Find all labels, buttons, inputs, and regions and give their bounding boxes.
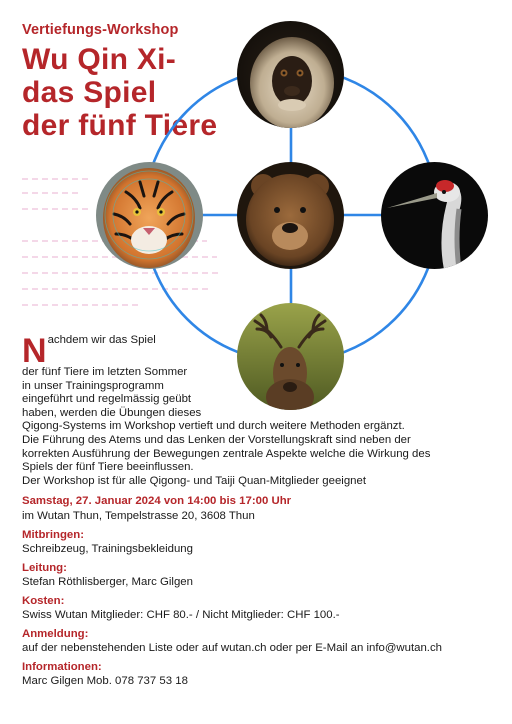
intro-line: Spiels der fünf Tiere beeinflussen.	[22, 461, 194, 474]
workshop-title	[22, 43, 217, 142]
section-text: Schreibzeug, Trainingsbekleidung	[22, 543, 193, 555]
intro-line: in unser Trainingsprogramm	[22, 379, 164, 392]
title-line: Wu Qin Xi-	[22, 43, 177, 76]
intro-line: Die Führung des Atems und das Lenken der Vorstellungskraft sind neben der	[22, 433, 411, 446]
event-date: Samstag, 27. Januar 2024 von 14:00 bis 17:00 Uhr	[22, 495, 292, 507]
intro-line: achdem wir das Spiel	[47, 334, 156, 346]
crane-photo	[381, 162, 488, 269]
intro-line: eingeführt und regelmässig geübt	[22, 393, 192, 406]
intro-line: haben, werden die Übungen dieses	[22, 406, 202, 419]
section-heading: Mitbringen:	[22, 529, 85, 541]
section-heading: Kosten:	[22, 595, 65, 607]
intro-line: Der Workshop ist für alle Qigong- und Taiji Quan-Mitglieder geeignet	[22, 474, 367, 487]
section-costs	[22, 594, 340, 622]
monkey-photo	[237, 21, 344, 128]
section-text: Stefan Röthlisberger, Marc Gilgen	[22, 576, 193, 588]
section-heading: Anmeldung:	[22, 628, 89, 640]
section-text: Marc Gilgen Mob. 078 737 53 18	[22, 675, 188, 687]
intro-narrow-block	[22, 334, 227, 420]
section-heading: Leitung:	[22, 562, 67, 574]
section-bring	[22, 528, 193, 556]
bear-photo	[237, 162, 344, 269]
section-information	[22, 660, 188, 688]
event-details	[22, 494, 291, 524]
section-text: Swiss Wutan Mitglieder: CHF 80.- / Nicht Mitglieder: CHF 100.-	[22, 609, 340, 621]
tiger-photo	[96, 162, 203, 269]
workshop-kicker: Vertiefungs-Workshop	[22, 22, 179, 38]
section-heading: Informationen:	[22, 661, 102, 673]
event-location: im Wutan Thun, Tempelstrasse 20, 3608 Thun	[22, 510, 255, 522]
dropcap-letter: N	[22, 332, 47, 370]
intro-line: korrekten Ausführung der Bewegungen zentrale Aspekte welche die Wirkung des	[22, 447, 431, 460]
intro-paragraph	[22, 334, 492, 488]
section-registration	[22, 627, 442, 655]
intro-line: der fünf Tiere im letzten Sommer	[22, 366, 188, 378]
section-lead	[22, 561, 193, 589]
title-line: der fünf Tiere	[22, 109, 218, 142]
section-text: auf der nebenstehenden Liste oder auf wutan.ch oder per E-Mail an info@wutan.ch	[22, 642, 442, 654]
title-line: das Spiel	[22, 76, 157, 109]
intro-line: Qigong-Systems im Workshop vertieft und durch weitere Methoden ergänzt.	[22, 420, 405, 433]
